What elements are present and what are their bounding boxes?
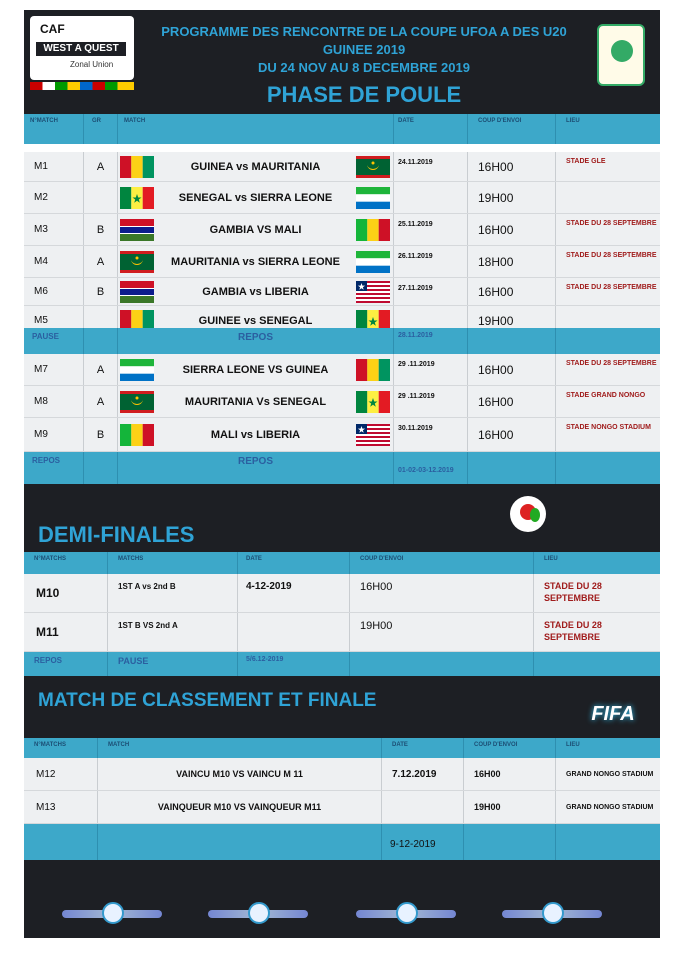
match-venue: STADE NONGO STADIUM xyxy=(566,424,651,431)
col-header: N°MATCHS xyxy=(24,738,98,758)
final-row xyxy=(24,824,660,860)
match-teams: MALI vs LIBERIA xyxy=(118,418,394,451)
demi-row xyxy=(24,574,660,613)
col-header: DATE xyxy=(394,114,468,144)
match-teams: GAMBIA vs LIBERIA xyxy=(118,278,394,305)
match-code: M4 xyxy=(24,246,84,277)
match-venue: STADE DU 28 SEPTEMBRE xyxy=(544,620,602,642)
sponsor-logo-icon xyxy=(356,904,456,924)
kickoff-time: 16H00 xyxy=(464,758,556,790)
sponsor-logo-icon xyxy=(502,904,602,924)
match-code: M2 xyxy=(24,182,84,213)
demi-row xyxy=(24,613,660,652)
kickoff-time: 16H00 xyxy=(468,152,556,181)
demi-repos-date: 5/6.12-2019 xyxy=(238,652,350,676)
poule-header-row xyxy=(24,114,660,144)
match-row xyxy=(24,278,660,306)
senegal-flag-icon xyxy=(356,391,390,413)
col-header: COUP D'ENVOI xyxy=(464,738,556,758)
match-code: M10 xyxy=(24,574,108,612)
match-date xyxy=(238,613,350,651)
match-date: 4-12-2019 xyxy=(238,574,350,612)
col-header: COUP D'ENVOI xyxy=(468,114,556,144)
match-code: M8 xyxy=(24,386,84,417)
match-row xyxy=(24,354,660,386)
match-teams: SIERRA LEONE VS GUINEA xyxy=(118,354,394,385)
tournament-logo xyxy=(597,24,645,86)
repos-text: REPOS xyxy=(118,452,394,484)
mali-flag-icon xyxy=(120,424,154,446)
match-code: M5 xyxy=(24,306,84,335)
finale-header-row xyxy=(24,738,660,758)
finale-band xyxy=(24,676,660,738)
match-row xyxy=(24,386,660,418)
match-group xyxy=(84,182,118,213)
sierraleone-flag-icon xyxy=(356,251,390,273)
demi-header-row xyxy=(24,552,660,574)
caf-logo-text: CAF xyxy=(40,22,65,36)
match-venue: GRAND NONGO STADIUM xyxy=(566,803,654,811)
finale-title: MATCH DE CLASSEMENT ET FINALE xyxy=(38,690,377,711)
col-header: MATCHS xyxy=(108,552,238,574)
kickoff-time: 16H00 xyxy=(468,354,556,385)
repos-label: REPOS xyxy=(24,452,84,484)
guinea-flag-icon xyxy=(120,156,154,178)
match-venue: STADE GRAND NONGO xyxy=(566,392,646,399)
mali-flag-icon xyxy=(356,219,390,241)
match-code: M3 xyxy=(24,214,84,245)
match-group: A xyxy=(84,152,118,181)
demi-pause-label: PAUSE xyxy=(108,652,238,676)
match-venue: STADE DU 28 SEPTEMBRE xyxy=(566,220,657,227)
flags-strip xyxy=(30,82,134,90)
zonal-union-text: Zonal Union xyxy=(70,60,114,69)
match-date: 30.11.2019 xyxy=(394,418,468,451)
match-teams: GUINEE vs SENEGAL xyxy=(118,306,394,335)
match-venue: STADE GLE xyxy=(566,158,606,165)
liberia-flag-icon xyxy=(356,424,390,446)
match-row xyxy=(24,182,660,214)
caf-wafu-logo xyxy=(30,16,134,80)
demi-band xyxy=(24,484,660,552)
fifa-logo: FIFA xyxy=(591,703,635,725)
footer-band xyxy=(24,860,660,938)
match-venue: GRAND NONGO STADIUM xyxy=(566,770,654,778)
match-code: M12 xyxy=(24,758,98,790)
match-date: 25.11.2019 xyxy=(394,214,468,245)
match-teams: VAINCU M10 VS VAINCU M 11 xyxy=(98,758,382,790)
kickoff-time: 19H00 xyxy=(468,306,556,335)
repos-row xyxy=(24,452,660,484)
senegal-flag-icon xyxy=(120,187,154,209)
col-header: LIEU xyxy=(566,118,580,124)
match-code: M13 xyxy=(24,791,98,823)
kickoff-time: 16H00 xyxy=(468,418,556,451)
match-venue: STADE DU 28 SEPTEMBRE xyxy=(566,360,657,367)
pause-date: 28.11.2019 xyxy=(394,328,468,354)
kickoff-time: 16H00 xyxy=(468,214,556,245)
match-venue xyxy=(556,182,660,213)
match-date: 7.12.2019 xyxy=(382,758,464,790)
match-teams: 1ST A vs 2nd B xyxy=(108,574,238,612)
match-date: 27.11.2019 xyxy=(394,278,468,305)
col-header: DATE xyxy=(382,738,464,758)
col-header: LIEU xyxy=(566,742,580,748)
col-header: COUP D'ENVOI xyxy=(350,552,534,574)
gambia-flag-icon xyxy=(120,281,154,303)
match-venue: STADE DU 28 SEPTEMBRE xyxy=(566,284,657,291)
match-date: 24.11.2019 xyxy=(394,152,468,181)
title-line-2: GUINEE 2019 xyxy=(322,42,406,57)
gambia-flag-icon xyxy=(120,219,154,241)
final-date: 9-12-2019 xyxy=(382,824,464,860)
mauritania-flag-icon xyxy=(356,156,390,178)
sponsor-logo-icon xyxy=(208,904,308,924)
demi-repos-row xyxy=(24,652,660,676)
match-group: B xyxy=(84,214,118,245)
pause-text: REPOS xyxy=(118,328,394,354)
sierraleone-flag-icon xyxy=(356,187,390,209)
match-code: M1 xyxy=(24,152,84,181)
pause-row xyxy=(24,328,660,354)
match-group: A xyxy=(84,354,118,385)
ball-logo-icon xyxy=(510,496,546,532)
kickoff-time: 16H00 xyxy=(350,574,534,612)
finale-row xyxy=(24,758,660,791)
mauritania-flag-icon xyxy=(120,391,154,413)
repos-date: 01-02-03-12.2019 xyxy=(394,452,468,484)
demi-repos-label: REPOS xyxy=(24,652,108,676)
liberia-flag-icon xyxy=(356,281,390,303)
kickoff-time: 19H00 xyxy=(350,613,534,651)
kickoff-time: 19H00 xyxy=(464,791,556,823)
match-date: 29 .11.2019 xyxy=(394,386,468,417)
pause-label: PAUSE xyxy=(24,328,84,354)
col-header: LIEU xyxy=(544,556,558,562)
match-venue: STADE DU 28 SEPTEMBRE xyxy=(566,252,657,259)
col-header: MATCH xyxy=(98,738,382,758)
wafu-logo-text: WEST A QUEST xyxy=(36,42,126,56)
phase-title: PHASE DE POULE xyxy=(266,82,462,107)
sierraleone-flag-icon xyxy=(120,359,154,381)
match-date xyxy=(394,182,468,213)
match-group: A xyxy=(84,246,118,277)
match-group: B xyxy=(84,418,118,451)
match-group: A xyxy=(84,386,118,417)
kickoff-time: 16H00 xyxy=(468,278,556,305)
kickoff-time: 16H00 xyxy=(468,386,556,417)
match-code: M6 xyxy=(24,278,84,305)
col-header: N°MATCHS xyxy=(24,552,108,574)
match-venue: STADE DU 28 SEPTEMBRE xyxy=(544,581,602,603)
match-teams: GAMBIA VS MALI xyxy=(118,214,394,245)
col-header: DATE xyxy=(238,552,350,574)
col-header: N°MATCH xyxy=(24,114,84,144)
mauritania-flag-icon xyxy=(120,251,154,273)
match-date: 26.11.2019 xyxy=(394,246,468,277)
demi-title: DEMI-FINALES xyxy=(38,522,195,547)
finale-row xyxy=(24,791,660,824)
match-code: M9 xyxy=(24,418,84,451)
match-teams: GUINEA vs MAURITANIA xyxy=(118,152,394,181)
kickoff-time: 18H00 xyxy=(468,246,556,277)
schedule-sheet xyxy=(24,10,660,938)
kickoff-time: 19H00 xyxy=(468,182,556,213)
match-teams: SENEGAL vs SIERRA LEONE xyxy=(118,182,394,213)
match-row xyxy=(24,152,660,182)
match-date: 29 .11.2019 xyxy=(394,354,468,385)
col-header: MATCH xyxy=(118,114,394,144)
sponsor-logo-icon xyxy=(62,904,162,924)
col-header: GR xyxy=(84,114,118,144)
match-code: M7 xyxy=(24,354,84,385)
match-teams: MAURITANIA Vs SENEGAL xyxy=(118,386,394,417)
header xyxy=(24,10,660,114)
match-group: B xyxy=(84,278,118,305)
match-row xyxy=(24,246,660,278)
title-line-1: PROGRAMME DES RENCONTRE DE LA COUPE UFOA A DES U20 xyxy=(161,24,567,39)
match-code: M11 xyxy=(24,613,108,651)
match-date xyxy=(382,791,464,823)
match-row xyxy=(24,214,660,246)
match-teams: 1ST B VS 2nd A xyxy=(108,613,238,651)
title-line-3: DU 24 NOV AU 8 DECEMBRE 2019 xyxy=(258,60,470,75)
match-row xyxy=(24,418,660,452)
match-teams: VAINQUEUR M10 VS VAINQUEUR M11 xyxy=(98,791,382,823)
match-teams: MAURITANIA vs SIERRA LEONE xyxy=(118,246,394,277)
guinea-flag-icon xyxy=(356,359,390,381)
